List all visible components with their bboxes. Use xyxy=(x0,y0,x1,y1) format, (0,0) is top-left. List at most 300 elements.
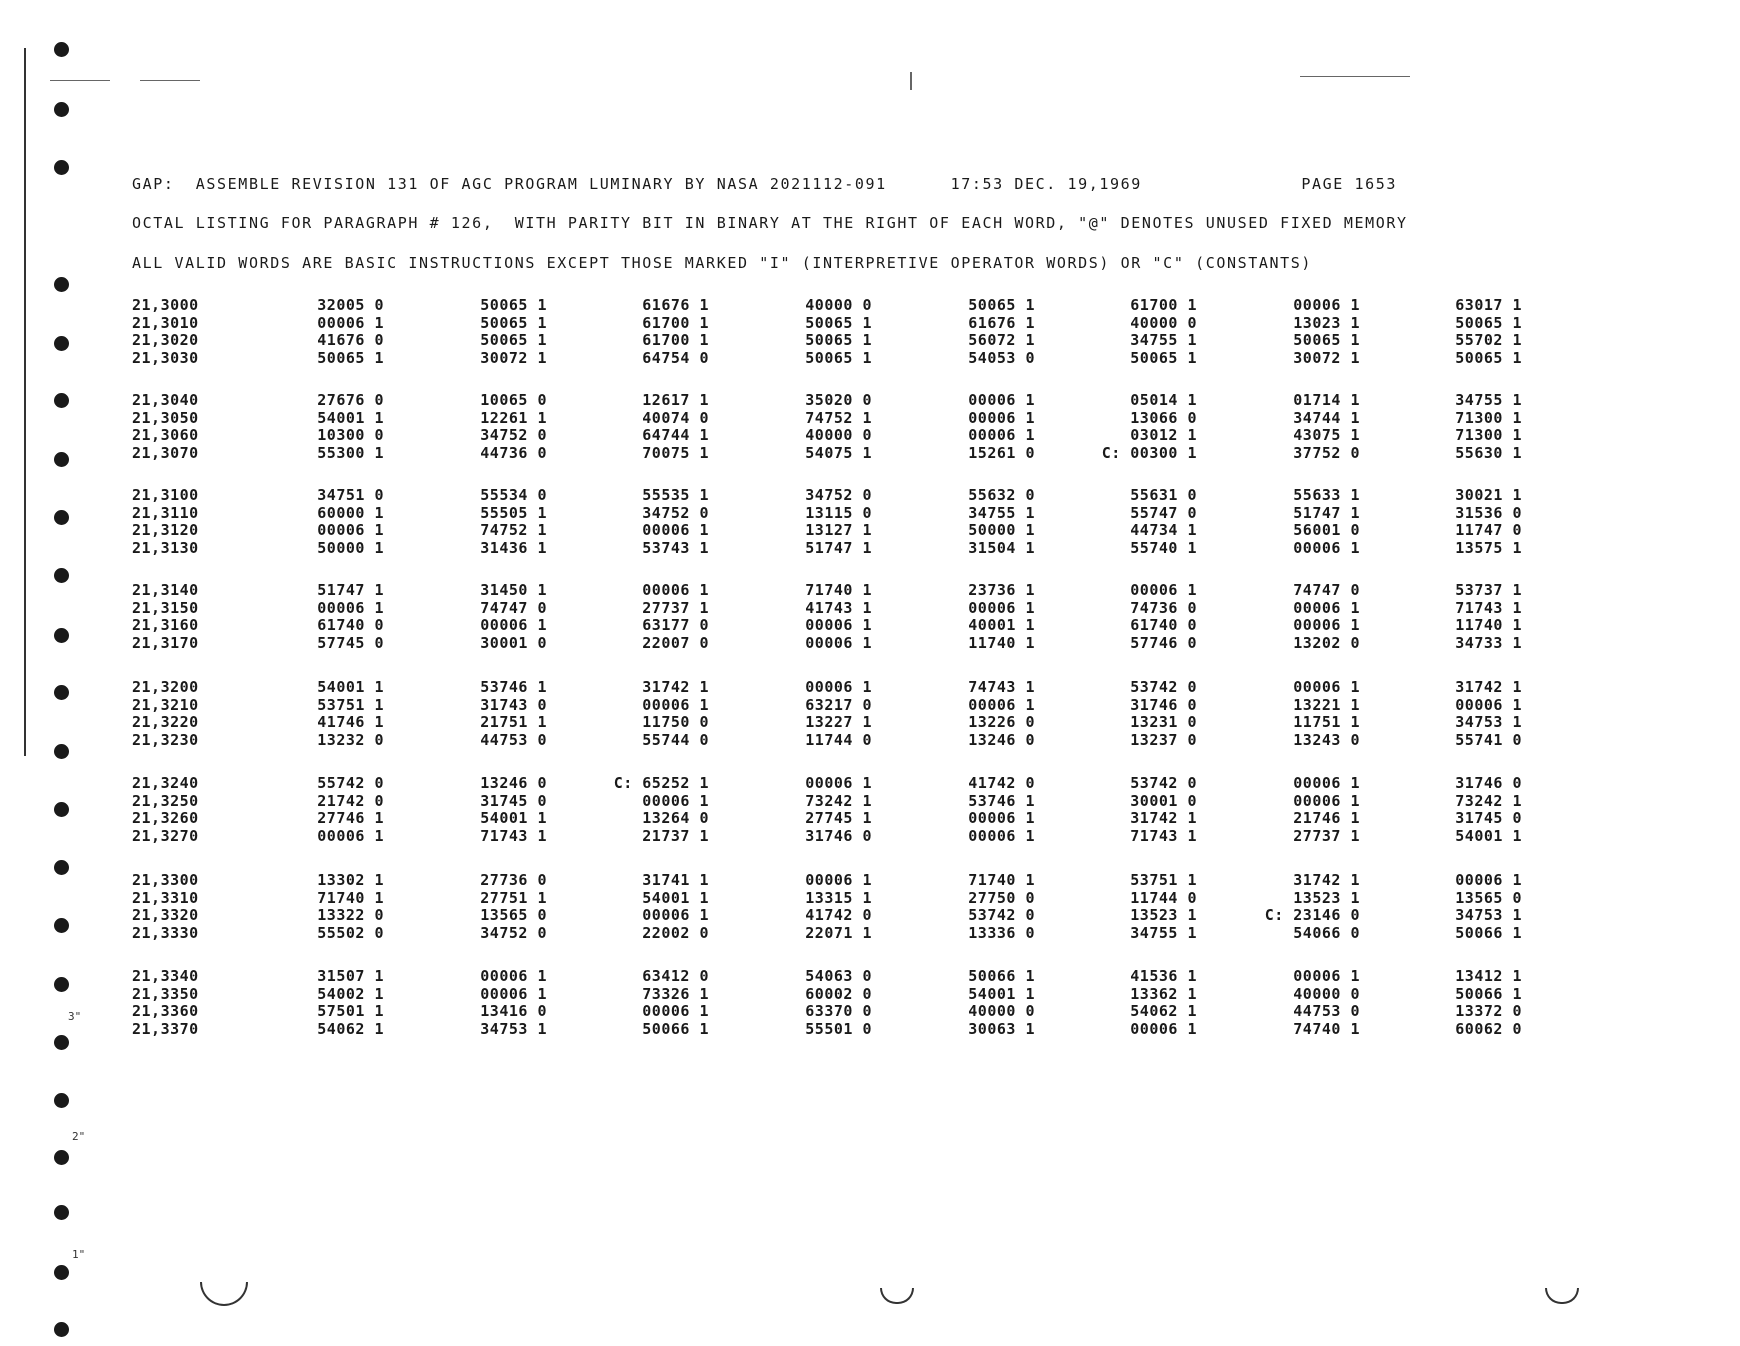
octal-word: 61740 0 xyxy=(317,616,384,634)
octal-word: 50066 1 xyxy=(1455,923,1522,942)
octal-row xyxy=(132,678,1552,696)
octal-word: 73242 1 xyxy=(805,791,872,810)
octal-word: 22002 0 xyxy=(642,923,709,942)
octal-word: 00006 1 xyxy=(317,826,384,845)
octal-row xyxy=(132,924,1552,942)
octal-word: 61676 1 xyxy=(642,296,709,314)
octal-word: 40000 0 xyxy=(1293,984,1360,1003)
octal-word: 61700 1 xyxy=(642,313,709,332)
octal-word: 12617 1 xyxy=(642,391,709,409)
octal-word: 13127 1 xyxy=(805,521,872,539)
octal-block xyxy=(132,486,1552,556)
octal-word: 01714 1 xyxy=(1293,391,1360,409)
octal-word: 10300 0 xyxy=(317,426,384,444)
octal-word: 00006 1 xyxy=(1455,871,1522,889)
octal-row xyxy=(132,616,1552,634)
octal-word: 51747 1 xyxy=(805,538,872,557)
octal-word: 13066 0 xyxy=(1130,408,1197,427)
address: 21,3120 xyxy=(132,521,199,539)
address: 21,3340 xyxy=(132,967,199,985)
octal-word: 64754 0 xyxy=(642,348,709,367)
octal-word: 13226 0 xyxy=(968,713,1035,731)
octal-word: 13575 1 xyxy=(1455,538,1522,557)
punch-hole xyxy=(54,1150,69,1165)
octal-word: 61676 1 xyxy=(968,313,1035,332)
octal-word: 50065 1 xyxy=(480,331,547,349)
address: 21,3240 xyxy=(132,774,199,792)
octal-word: 21737 1 xyxy=(642,826,709,845)
octal-word: 00006 1 xyxy=(317,521,384,539)
punch-hole xyxy=(54,1265,69,1280)
octal-word: 73242 1 xyxy=(1455,791,1522,810)
octal-word: 50065 1 xyxy=(968,296,1035,314)
octal-word: 00006 1 xyxy=(317,598,384,617)
octal-word: 30072 1 xyxy=(1293,348,1360,367)
octal-word: 00006 1 xyxy=(805,616,872,634)
octal-row xyxy=(132,967,1552,985)
punch-hole xyxy=(54,1205,69,1220)
octal-word: 61740 0 xyxy=(1130,616,1197,634)
octal-word: 54062 1 xyxy=(317,1019,384,1038)
octal-word: 56001 0 xyxy=(1293,521,1360,539)
octal-word: 54075 1 xyxy=(805,443,872,462)
punch-hole xyxy=(54,685,69,700)
octal-word: 00006 1 xyxy=(968,426,1035,444)
octal-word: 71743 1 xyxy=(1130,826,1197,845)
octal-word: 00006 1 xyxy=(968,809,1035,827)
octal-word: 34752 0 xyxy=(805,486,872,504)
octal-word: 55740 1 xyxy=(1130,538,1197,557)
octal-word: 32005 0 xyxy=(317,296,384,314)
octal-word: 30001 0 xyxy=(480,633,547,652)
punch-hole xyxy=(54,452,69,467)
octal-word: C: 23146 0 xyxy=(1264,906,1360,924)
octal-word: 55502 0 xyxy=(317,923,384,942)
octal-word: 41742 0 xyxy=(805,906,872,924)
octal-word: 50065 1 xyxy=(1455,348,1522,367)
octal-row xyxy=(132,539,1552,557)
octal-word: 11750 0 xyxy=(642,713,709,731)
octal-word: 53743 1 xyxy=(642,538,709,557)
octal-word: 05014 1 xyxy=(1130,391,1197,409)
address: 21,3220 xyxy=(132,713,199,731)
octal-word: 31450 1 xyxy=(480,581,547,599)
octal-block xyxy=(132,296,1552,366)
octal-word: 73326 1 xyxy=(642,984,709,1003)
octal-row xyxy=(132,792,1552,810)
octal-word: 21751 1 xyxy=(480,713,547,731)
octal-word: 13115 0 xyxy=(805,503,872,522)
octal-word: 30063 1 xyxy=(968,1019,1035,1038)
octal-word: 31745 0 xyxy=(1455,809,1522,827)
octal-word: 00006 1 xyxy=(805,633,872,652)
octal-word: 27750 0 xyxy=(968,888,1035,907)
octal-word: 13565 0 xyxy=(1455,888,1522,907)
punch-hole xyxy=(54,393,69,408)
octal-word: 53746 1 xyxy=(968,791,1035,810)
address: 21,3270 xyxy=(132,826,199,845)
octal-word: 31436 1 xyxy=(480,538,547,557)
octal-word: 40000 0 xyxy=(805,426,872,444)
octal-word: 00006 1 xyxy=(1293,791,1360,810)
octal-word: 53751 1 xyxy=(1130,871,1197,889)
octal-word: 13243 0 xyxy=(1293,730,1360,749)
address: 21,3310 xyxy=(132,888,199,907)
octal-word: 13264 0 xyxy=(642,809,709,827)
octal-word: 55747 0 xyxy=(1130,503,1197,522)
octal-word: 37752 0 xyxy=(1293,443,1360,462)
octal-word: 57501 1 xyxy=(317,1002,384,1020)
octal-word: 54001 1 xyxy=(642,888,709,907)
octal-word: 74740 1 xyxy=(1293,1019,1360,1038)
octal-word: 00006 1 xyxy=(1293,774,1360,792)
octal-word: 22007 0 xyxy=(642,633,709,652)
octal-word: 41742 0 xyxy=(968,774,1035,792)
address: 21,3260 xyxy=(132,809,199,827)
octal-word: 11740 1 xyxy=(968,633,1035,652)
octal-word: 55741 0 xyxy=(1455,730,1522,749)
punch-hole xyxy=(54,1322,69,1337)
octal-word: 35020 0 xyxy=(805,391,872,409)
octal-word: 31742 1 xyxy=(1293,871,1360,889)
octal-word: 31745 0 xyxy=(480,791,547,810)
octal-word: 34733 1 xyxy=(1455,633,1522,652)
octal-word: 40000 0 xyxy=(1130,313,1197,332)
octal-word: 54001 1 xyxy=(968,984,1035,1003)
punch-hole xyxy=(54,802,69,817)
octal-word: 13221 1 xyxy=(1293,695,1360,714)
octal-word: 74752 1 xyxy=(805,408,872,427)
octal-word: 64744 1 xyxy=(642,426,709,444)
octal-word: 00006 1 xyxy=(805,774,872,792)
octal-block xyxy=(132,967,1552,1037)
octal-word: 00006 1 xyxy=(642,581,709,599)
octal-word: 34752 0 xyxy=(642,503,709,522)
octal-word: 13362 1 xyxy=(1130,984,1197,1003)
octal-row xyxy=(132,985,1552,1003)
octal-word: 44753 0 xyxy=(480,730,547,749)
octal-word: 13232 0 xyxy=(317,730,384,749)
octal-word: 54062 1 xyxy=(1130,1002,1197,1020)
octal-word: 54001 1 xyxy=(480,809,547,827)
address: 21,3050 xyxy=(132,408,199,427)
inch-mark: 3" xyxy=(68,1010,82,1023)
octal-row xyxy=(132,391,1552,409)
octal-word: 13412 1 xyxy=(1455,967,1522,985)
address: 21,3300 xyxy=(132,871,199,889)
address: 21,3160 xyxy=(132,616,199,634)
octal-word: 54001 1 xyxy=(1455,826,1522,845)
octal-word: 00006 1 xyxy=(1293,296,1360,314)
octal-word: 00006 1 xyxy=(968,695,1035,714)
octal-word: 74747 0 xyxy=(1293,581,1360,599)
octal-row xyxy=(132,871,1552,889)
octal-word: 63177 0 xyxy=(642,616,709,634)
octal-row xyxy=(132,296,1552,314)
octal-row xyxy=(132,889,1552,907)
octal-word: 55505 1 xyxy=(480,503,547,522)
octal-word: 40000 0 xyxy=(968,1002,1035,1020)
octal-row xyxy=(132,1020,1552,1038)
punch-hole xyxy=(54,1093,69,1108)
octal-word: 13322 0 xyxy=(317,906,384,924)
octal-word: 12261 1 xyxy=(480,408,547,427)
punch-hole xyxy=(54,336,69,351)
octal-word: 55702 1 xyxy=(1455,331,1522,349)
octal-word: 00006 1 xyxy=(642,791,709,810)
octal-word: 40000 0 xyxy=(805,296,872,314)
octal-block xyxy=(132,391,1552,461)
listing-title: GAP: ASSEMBLE REVISION 131 OF AGC PROGRAM LUMINARY BY NASA 2021112-091 17:53 DEC. 19,1969 PAGE 1653 xyxy=(132,175,1398,193)
octal-word: 00006 1 xyxy=(805,871,872,889)
address: 21,3130 xyxy=(132,538,199,557)
octal-word: 63412 0 xyxy=(642,967,709,985)
octal-word: 50065 1 xyxy=(805,313,872,332)
octal-word: 34755 1 xyxy=(1130,923,1197,942)
octal-block xyxy=(132,581,1552,651)
octal-word: 40074 0 xyxy=(642,408,709,427)
octal-word: 00006 1 xyxy=(1293,598,1360,617)
octal-word: 53742 0 xyxy=(968,906,1035,924)
octal-word: 74736 0 xyxy=(1130,598,1197,617)
address: 21,3320 xyxy=(132,906,199,924)
octal-word: 41743 1 xyxy=(805,598,872,617)
address: 21,3010 xyxy=(132,313,199,332)
octal-word: 57745 0 xyxy=(317,633,384,652)
octal-word: 10065 0 xyxy=(480,391,547,409)
octal-word: 50065 1 xyxy=(805,348,872,367)
octal-word: 54001 1 xyxy=(317,408,384,427)
address: 21,3170 xyxy=(132,633,199,652)
octal-word: 30072 1 xyxy=(480,348,547,367)
address: 21,3350 xyxy=(132,984,199,1003)
octal-word: 53742 0 xyxy=(1130,774,1197,792)
address: 21,3230 xyxy=(132,730,199,749)
octal-word: 31746 0 xyxy=(1455,774,1522,792)
octal-word: 55630 1 xyxy=(1455,443,1522,462)
octal-word: 55534 0 xyxy=(480,486,547,504)
octal-word: 54066 0 xyxy=(1293,923,1360,942)
octal-row xyxy=(132,444,1552,462)
octal-word: 60002 0 xyxy=(805,984,872,1003)
octal-word: 13315 1 xyxy=(805,888,872,907)
octal-word: 13336 0 xyxy=(968,923,1035,942)
octal-word: 55744 0 xyxy=(642,730,709,749)
octal-word: 13246 0 xyxy=(480,774,547,792)
octal-word: 30001 0 xyxy=(1130,791,1197,810)
octal-word: 34755 1 xyxy=(1455,391,1522,409)
octal-word: 15261 0 xyxy=(968,443,1035,462)
octal-word: 00006 1 xyxy=(1293,538,1360,557)
octal-word: 30021 1 xyxy=(1455,486,1522,504)
octal-row xyxy=(132,906,1552,924)
octal-word: 44734 1 xyxy=(1130,521,1197,539)
scan-mark xyxy=(910,72,912,90)
octal-word: 00006 1 xyxy=(968,408,1035,427)
octal-row xyxy=(132,504,1552,522)
octal-word: 50065 1 xyxy=(1455,313,1522,332)
octal-word: 60062 0 xyxy=(1455,1019,1522,1038)
octal-word: 31741 1 xyxy=(642,871,709,889)
octal-word: 00006 1 xyxy=(480,616,547,634)
address: 21,3200 xyxy=(132,678,199,696)
octal-word: 31742 1 xyxy=(642,678,709,696)
octal-word: 71300 1 xyxy=(1455,408,1522,427)
octal-word: 13523 1 xyxy=(1130,906,1197,924)
octal-word: 41676 0 xyxy=(317,331,384,349)
address: 21,3000 xyxy=(132,296,199,314)
inch-mark: 2" xyxy=(72,1130,86,1143)
octal-word: 34753 1 xyxy=(1455,906,1522,924)
address: 21,3100 xyxy=(132,486,199,504)
octal-word: 50066 1 xyxy=(968,967,1035,985)
octal-word: 50065 1 xyxy=(805,331,872,349)
octal-row xyxy=(132,581,1552,599)
octal-block xyxy=(132,871,1552,941)
octal-row xyxy=(132,521,1552,539)
octal-word: 74747 0 xyxy=(480,598,547,617)
octal-word: 44736 0 xyxy=(480,443,547,462)
octal-word: 50000 1 xyxy=(317,538,384,557)
octal-word: 13246 0 xyxy=(968,730,1035,749)
octal-word: 00006 1 xyxy=(968,826,1035,845)
address: 21,3070 xyxy=(132,443,199,462)
octal-word: 51747 1 xyxy=(1293,503,1360,522)
octal-word: 63370 0 xyxy=(805,1002,872,1020)
octal-word: 11740 1 xyxy=(1455,616,1522,634)
octal-word: 55535 1 xyxy=(642,486,709,504)
octal-row xyxy=(132,809,1552,827)
octal-word: 50065 1 xyxy=(1130,348,1197,367)
octal-word: 34755 1 xyxy=(968,503,1035,522)
octal-word: 00006 1 xyxy=(1293,678,1360,696)
octal-word: 00006 1 xyxy=(317,313,384,332)
scan-mark xyxy=(50,80,110,81)
octal-word: 34752 0 xyxy=(480,923,547,942)
octal-word: 13416 0 xyxy=(480,1002,547,1020)
octal-word: 00006 1 xyxy=(968,598,1035,617)
octal-word: 51747 1 xyxy=(317,581,384,599)
octal-block xyxy=(132,774,1552,844)
octal-word: C: 00300 1 xyxy=(1101,443,1197,462)
octal-block xyxy=(132,678,1552,748)
octal-word: 34755 1 xyxy=(1130,331,1197,349)
octal-word: 55501 0 xyxy=(805,1019,872,1038)
octal-word: 50065 1 xyxy=(480,313,547,332)
margin-rule xyxy=(24,48,26,756)
punch-hole xyxy=(54,568,69,583)
octal-word: 11744 0 xyxy=(805,730,872,749)
octal-word: 34744 1 xyxy=(1293,408,1360,427)
address: 21,3060 xyxy=(132,426,199,444)
binding-hole xyxy=(880,1288,914,1304)
octal-word: 54053 0 xyxy=(968,348,1035,367)
octal-word: 13231 0 xyxy=(1130,713,1197,731)
octal-word: 70075 1 xyxy=(642,443,709,462)
octal-word: 31536 0 xyxy=(1455,503,1522,522)
octal-word: 41536 1 xyxy=(1130,967,1197,985)
octal-word: 31746 0 xyxy=(1130,695,1197,714)
octal-word: 71740 1 xyxy=(317,888,384,907)
octal-row xyxy=(132,634,1552,652)
octal-word: 57746 0 xyxy=(1130,633,1197,652)
octal-word: 74743 1 xyxy=(968,678,1035,696)
octal-word: 27737 1 xyxy=(642,598,709,617)
octal-word: 23736 1 xyxy=(968,581,1035,599)
octal-word: 31504 1 xyxy=(968,538,1035,557)
octal-row xyxy=(132,409,1552,427)
octal-word: 13202 0 xyxy=(1293,633,1360,652)
octal-word: 00006 1 xyxy=(968,391,1035,409)
octal-word: 27751 1 xyxy=(480,888,547,907)
inch-mark: 1" xyxy=(72,1248,86,1261)
octal-row xyxy=(132,774,1552,792)
octal-word: 00006 1 xyxy=(642,695,709,714)
octal-word: 53742 0 xyxy=(1130,678,1197,696)
octal-word: 13227 1 xyxy=(805,713,872,731)
octal-word: 53746 1 xyxy=(480,678,547,696)
octal-word: 54002 1 xyxy=(317,984,384,1003)
address: 21,3210 xyxy=(132,695,199,714)
octal-word: 34753 1 xyxy=(480,1019,547,1038)
octal-word: 13372 0 xyxy=(1455,1002,1522,1020)
punch-hole xyxy=(54,102,69,117)
octal-word: 71740 1 xyxy=(968,871,1035,889)
punch-hole xyxy=(54,628,69,643)
octal-row xyxy=(132,731,1552,749)
address: 21,3250 xyxy=(132,791,199,810)
punch-hole xyxy=(54,744,69,759)
octal-row xyxy=(132,599,1552,617)
octal-word: 00006 1 xyxy=(1293,967,1360,985)
octal-word: 43075 1 xyxy=(1293,426,1360,444)
octal-row xyxy=(132,349,1552,367)
octal-word: 00006 1 xyxy=(642,906,709,924)
octal-word: 13023 1 xyxy=(1293,313,1360,332)
octal-row xyxy=(132,827,1552,845)
address: 21,3040 xyxy=(132,391,199,409)
octal-word: 21742 0 xyxy=(317,791,384,810)
octal-word: C: 65252 1 xyxy=(613,774,709,792)
octal-word: 00006 1 xyxy=(642,1002,709,1020)
octal-word: 71300 1 xyxy=(1455,426,1522,444)
octal-row xyxy=(132,713,1552,731)
octal-word: 50065 1 xyxy=(480,296,547,314)
octal-word: 27745 1 xyxy=(805,809,872,827)
octal-word: 61700 1 xyxy=(642,331,709,349)
octal-word: 27676 0 xyxy=(317,391,384,409)
octal-word: 00006 1 xyxy=(642,521,709,539)
octal-word: 00006 1 xyxy=(1455,695,1522,714)
octal-word: 00006 1 xyxy=(1130,1019,1197,1038)
octal-word: 00006 1 xyxy=(1130,581,1197,599)
octal-word: 50066 1 xyxy=(1455,984,1522,1003)
octal-word: 13302 1 xyxy=(317,871,384,889)
octal-word: 03012 1 xyxy=(1130,426,1197,444)
octal-row xyxy=(132,314,1552,332)
punch-hole xyxy=(54,1035,69,1050)
octal-word: 00006 1 xyxy=(1293,616,1360,634)
binding-hole xyxy=(200,1282,248,1306)
octal-row xyxy=(132,1002,1552,1020)
address: 21,3370 xyxy=(132,1019,199,1038)
punch-hole xyxy=(54,510,69,525)
octal-word: 55632 0 xyxy=(968,486,1035,504)
octal-word: 27737 1 xyxy=(1293,826,1360,845)
octal-word: 55742 0 xyxy=(317,774,384,792)
octal-word: 71743 1 xyxy=(480,826,547,845)
octal-word: 63217 0 xyxy=(805,695,872,714)
